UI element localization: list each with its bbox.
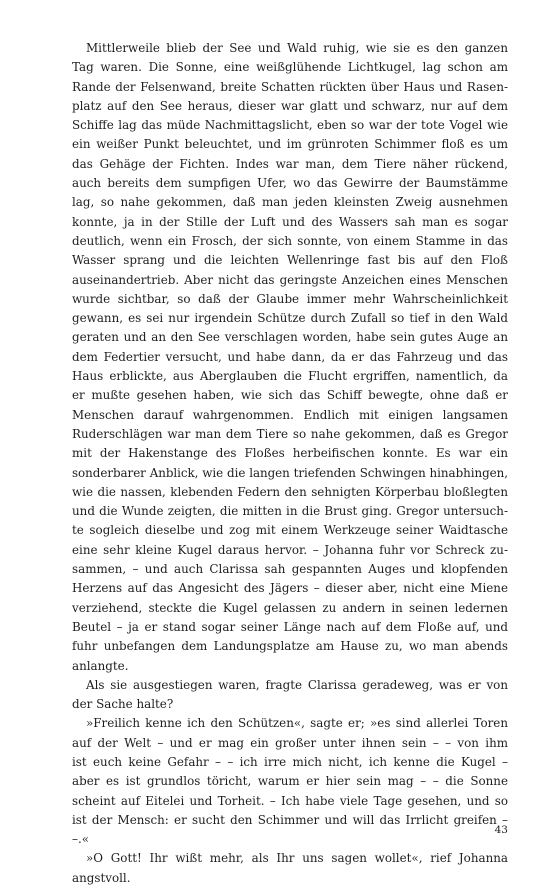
text-line: ein weißer Punkt beleuchtet, und im grünroten Schimmer floß es um bbox=[72, 137, 508, 152]
text-line: verziehend, steckte die Kugel gelassen zu andern in seinen ledernen bbox=[72, 600, 508, 615]
text-line: te sogleich dieselbe und zog mit einem Werkzeuge seiner Waidtasche bbox=[72, 523, 508, 538]
text-line: Als sie ausgestiegen waren, fragte Clarissa geradeweg, was er von bbox=[86, 677, 508, 692]
text-line: lag, so nahe gekommen, daß man jeden kleinsten Zweig ausnehmen bbox=[72, 195, 508, 210]
text-line: gewann, es sei nur irgendein Schütze durch Zufall so tief in den Wald bbox=[72, 311, 508, 326]
text-line: Haus erblickte, aus Aberglauben die Flucht ergriffen, namentlich, da bbox=[72, 369, 508, 384]
text-line: auseinandertrieb. Aber nicht das geringste Anzeichen eines Menschen bbox=[72, 272, 508, 287]
text-line: »Freilich kenne ich den Schützen«, sagte er; »es sind allerlei Toren bbox=[86, 716, 508, 731]
text-line: auch bereits dem sumpfigen Ufer, wo das Gewirre der Baumstämme bbox=[72, 176, 508, 191]
text-line: mit der Hakenstange des Floßes herbeifischen konnte. Es war ein bbox=[72, 446, 508, 461]
text-line: wurde sichtbar, so daß der Glaube immer mehr Wahrscheinlichkeit bbox=[72, 291, 508, 306]
page-number: 43 bbox=[494, 824, 508, 836]
text-line: Ruderschlägen war man dem Tiere so nahe gekommen, daß es Gregor bbox=[72, 426, 508, 441]
text-line: Rande der Felsenwand, breite Schatten rückten über Haus und Rasen- bbox=[72, 79, 508, 94]
paragraph bbox=[72, 39, 508, 676]
text-line: der Sache halte? bbox=[72, 697, 174, 712]
text-line: Menschen darauf wahrgenommen. Endlich mit einigen langsamen bbox=[72, 407, 508, 422]
text-line: er mußte gesehen haben, wie sich das Schiff bewegte, ohne daß er bbox=[72, 388, 508, 403]
paragraph bbox=[72, 676, 508, 715]
body-text bbox=[72, 39, 508, 888]
text-line: sonderbarer Anblick, wie die langen triefenden Schwingen hinabhingen, bbox=[72, 465, 508, 480]
text-line: angstvoll. bbox=[72, 870, 131, 885]
text-line: sammen, – und auch Clarissa sah gespannten Auges und klopfenden bbox=[72, 562, 508, 577]
text-line: aber es ist grundlos töricht, warum er hier sein mag – – die Sonne bbox=[72, 774, 508, 789]
text-line: ist der Mensch: er sucht den Schimmer und will das Irrlicht greifen – bbox=[72, 812, 508, 827]
text-line: –.« bbox=[72, 832, 89, 847]
text-line: deutlich, wenn ein Frosch, der sich sonnte, von einem Stamme in das bbox=[72, 233, 508, 248]
text-line: Mittlerweile blieb der See und Wald ruhig, wie sie es den ganzen bbox=[86, 41, 508, 55]
paragraph bbox=[72, 849, 508, 888]
text-line: Wasser sprang und die leichten Wellenringe fast bis auf den Floß bbox=[72, 253, 508, 268]
text-line: eine sehr kleine Kugel daraus hervor. – Johanna fuhr vor Schreck zu- bbox=[72, 542, 508, 557]
text-line: anlangte. bbox=[72, 658, 129, 673]
text-line: Tag waren. Die Sonne, eine weißglühende Lichtkugel, lag schon am bbox=[72, 60, 508, 75]
text-line: Beutel – ja er stand sogar seiner Länge nach auf dem Floße auf, und bbox=[72, 619, 508, 634]
text-line: fuhr unbefangen dem Landungsplatze am Hause zu, wo man abends bbox=[72, 639, 508, 654]
text-line: »O Gott! Ihr wißt mehr, als Ihr uns sagen wollet«, rief Johanna bbox=[86, 851, 508, 866]
text-line: das Gehäge der Fichten. Indes war man, dem Tiere näher rückend, bbox=[72, 156, 508, 171]
text-line: scheint auf Eitelei und Torheit. – Ich habe viele Tage gesehen, und so bbox=[72, 793, 508, 808]
text-line: Schiffe lag das müde Nachmittagslicht, eben so war der tote Vogel wie bbox=[72, 118, 508, 133]
text-line: platz auf den See heraus, dieser war glatt und schwarz, nur auf dem bbox=[72, 98, 508, 113]
paragraph bbox=[72, 714, 508, 849]
text-line: wie die nassen, klebenden Federn den sehnigten Körperbau bloßlegten bbox=[72, 484, 508, 499]
text-line: konnte, ja in der Stille der Luft und des Wassers sah man es sogar bbox=[72, 214, 508, 229]
text-line: dem Federtier versucht, und habe dann, da er das Fahrzeug und das bbox=[72, 349, 508, 364]
text-line: Herzens auf das Angesicht des Jägers – dieser aber, nicht eine Miene bbox=[72, 581, 508, 596]
text-line: und die Wunde zeigten, die mitten in die Brust ging. Gregor untersuch- bbox=[72, 504, 508, 519]
text-line: auf der Welt – und er mag ein großer unter ihnen sein – – von ihm bbox=[72, 735, 508, 750]
text-line: geraten und an den See verschlagen worden, habe sein gutes Auge an bbox=[72, 330, 508, 345]
text-line: ist euch keine Gefahr – – ich irre mich nicht, ich kenne die Kugel – bbox=[72, 754, 508, 769]
